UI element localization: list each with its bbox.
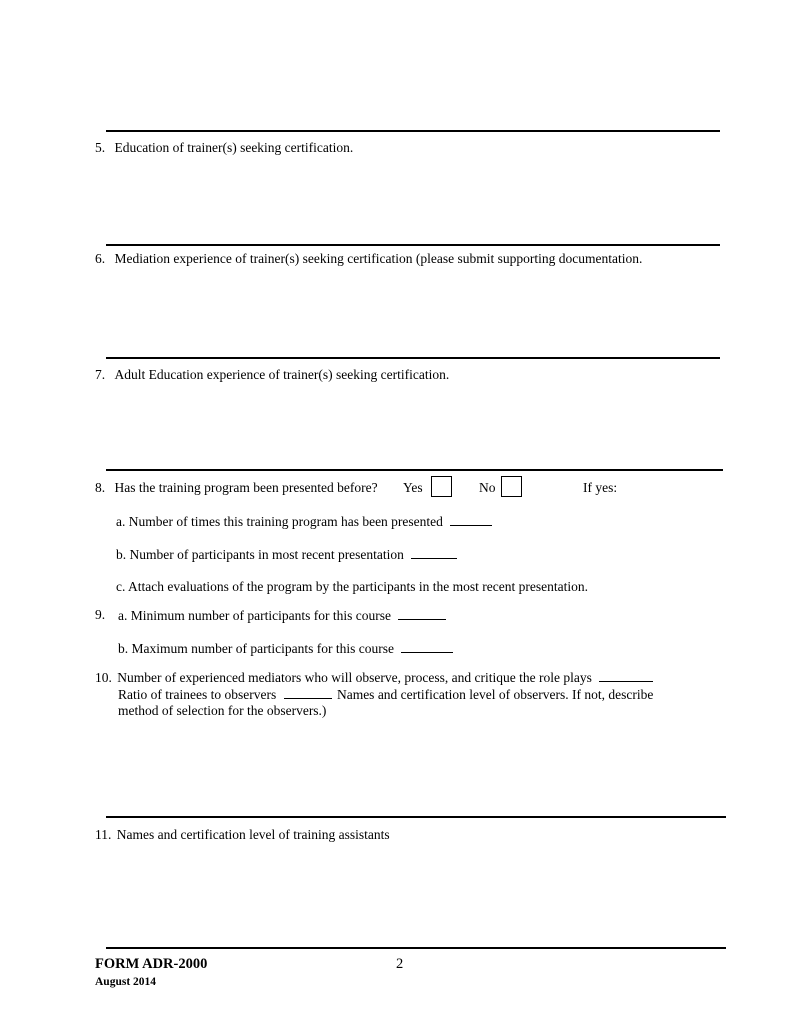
question-10-line3: method of selection for the observers.) [118, 703, 327, 718]
yes-checkbox[interactable] [431, 476, 452, 497]
answer-blank[interactable] [599, 669, 653, 682]
question-number: 5. [95, 140, 106, 155]
question-number: 8. [95, 480, 106, 495]
no-checkbox[interactable] [501, 476, 522, 497]
question-10-line2: Ratio of trainees to observers Names and certification level of observers. If not, describe [118, 687, 654, 702]
question-8 [95, 480, 378, 496]
divider-line [106, 816, 726, 818]
question-text: Adult Education experience of trainer(s) seeking certification. [114, 367, 450, 382]
question-text: Education of trainer(s) seeking certification. [114, 140, 354, 155]
question-number: 11. [95, 827, 112, 842]
question-9b: b. Maximum number of participants for this course [118, 640, 453, 657]
question-6 [95, 251, 642, 267]
divider-line [106, 469, 723, 471]
question-5 [95, 140, 353, 156]
answer-blank[interactable] [398, 607, 446, 620]
question-number: 6. [95, 251, 106, 266]
form-title: FORM ADR-2000 [95, 956, 208, 972]
answer-blank[interactable] [411, 546, 457, 559]
answer-blank[interactable] [401, 640, 453, 653]
question-number: 7. [95, 367, 106, 382]
question-9-number: 9. [95, 607, 106, 622]
question-text: Mediation experience of trainer(s) seeking certification (please submit supporting documentation. [114, 251, 643, 266]
question-9a: a. Minimum number of participants for this course [118, 607, 446, 624]
divider-line [106, 244, 720, 246]
question-text: Names and certification level of training assistants [116, 827, 390, 842]
form-date: August 2014 [95, 976, 157, 988]
question-8a: a. Number of times this training program has been presented [116, 513, 492, 530]
yes-label: Yes [403, 480, 423, 495]
answer-blank[interactable] [284, 686, 332, 699]
answer-blank[interactable] [450, 513, 492, 526]
divider-line [106, 130, 720, 132]
question-number: 10. [95, 670, 112, 685]
question-8b: b. Number of participants in most recent presentation [116, 546, 457, 563]
question-10: 10. Number of experienced mediators who will observe, process, and critique the role plays [95, 669, 653, 686]
divider-line [106, 357, 720, 359]
question-8c: c. Attach evaluations of the program by the participants in the most recent presentation. [116, 579, 588, 594]
question-text: Has the training program been presented before? [114, 480, 378, 495]
question-11 [95, 827, 390, 843]
no-label: No [479, 480, 496, 495]
divider-line [106, 947, 726, 949]
page-number: 2 [396, 956, 404, 972]
question-7 [95, 367, 449, 383]
if-yes-label: If yes: [583, 480, 618, 495]
